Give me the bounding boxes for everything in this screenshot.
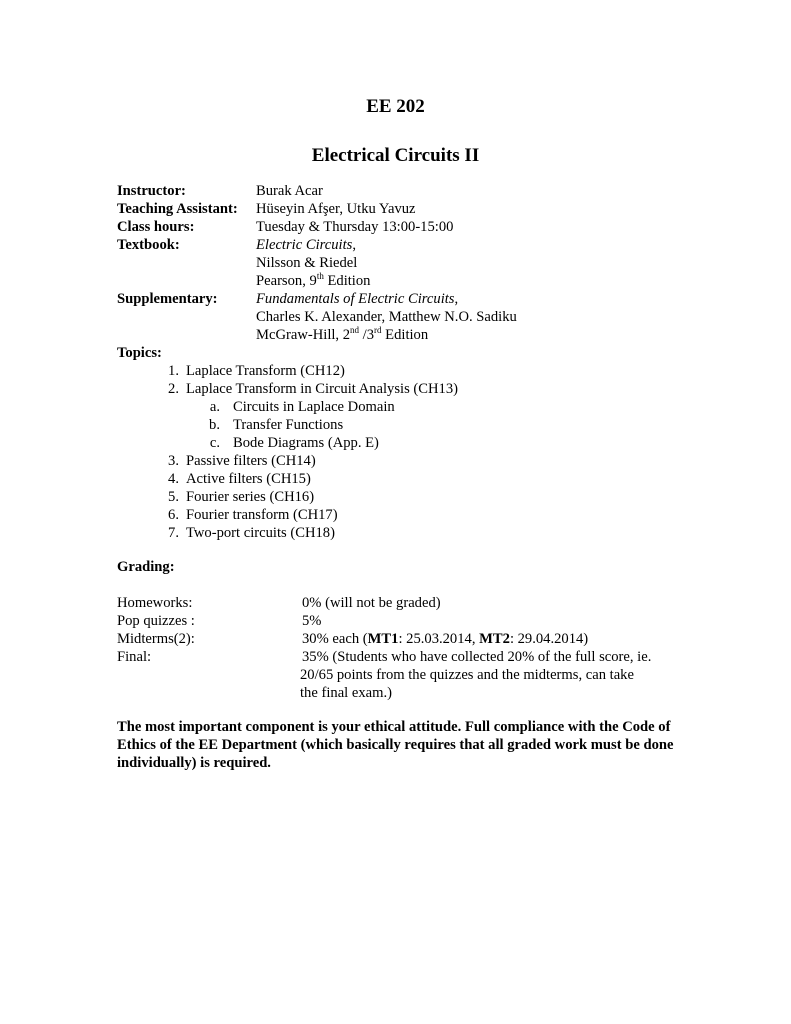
textbook-authors: Nilsson & Riedel (256, 255, 358, 271)
topic-number: 3. (168, 453, 179, 469)
final-label: Final: (117, 649, 152, 665)
supplementary-edition (256, 326, 428, 344)
midterms-pre: 30% each ( (302, 631, 368, 647)
topic-item: Fourier series (CH16) (186, 489, 315, 505)
topic-number: 2. (168, 381, 179, 397)
subtopic-item: Transfer Functions (233, 417, 344, 433)
textbook-edition (256, 272, 370, 290)
final-value-line3: the final exam.) (300, 685, 392, 701)
topic-item: Laplace Transform in Circuit Analysis (CH13) (186, 381, 458, 397)
mt2-label: MT2 (479, 631, 510, 647)
homeworks-label: Homeworks: (117, 595, 193, 611)
topic-number: 5. (168, 489, 179, 505)
supp-edition-mid: /3 (359, 327, 375, 343)
subtopic-letter: a. (209, 399, 220, 415)
supp-edition-sup2: rd (374, 325, 382, 336)
supplementary-label: Supplementary: (117, 291, 218, 307)
quizzes-value: 5% (302, 613, 322, 629)
mt1-date: : 25.03.2014, (398, 631, 480, 647)
instructor-label: Instructor: (117, 183, 186, 199)
topic-number: 7. (168, 525, 179, 541)
grading-heading: Grading: (117, 559, 175, 575)
course-code: EE 202 (366, 96, 425, 117)
topic-number: 6. (168, 507, 179, 523)
supplementary-title-line (256, 290, 458, 308)
topic-item: Fourier transform (CH17) (186, 507, 338, 523)
topic-number: 4. (168, 471, 179, 487)
textbook-edition-pre: Pearson, 9 (256, 273, 317, 289)
supp-edition-sup1: nd (350, 325, 360, 336)
midterms-value (302, 630, 588, 648)
topic-item: Active filters (CH15) (186, 471, 311, 487)
topics-heading: Topics: (117, 345, 162, 361)
supplementary-title: Fundamentals of Electric Circuits (256, 291, 455, 307)
textbook-title-line (256, 236, 356, 254)
textbook-title-suffix: , (352, 237, 356, 253)
textbook-title: Electric Circuits (256, 237, 353, 253)
subtopic-letter: c. (209, 435, 220, 451)
course-title: Electrical Circuits II (311, 145, 480, 166)
instructor-value: Burak Acar (256, 183, 323, 199)
final-value-line1: 35% (Students who have collected 20% of the full score, ie. (302, 649, 652, 665)
ta-label: Teaching Assistant: (117, 201, 238, 217)
midterms-label: Midterms(2): (117, 631, 195, 647)
subtopic-item: Bode Diagrams (App. E) (233, 435, 379, 451)
topic-item: Two-port circuits (CH18) (186, 525, 335, 541)
textbook-label: Textbook: (117, 237, 180, 253)
final-value-line2: 20/65 points from the quizzes and the midterms, can take (300, 667, 634, 683)
mt1-label: MT1 (367, 631, 399, 647)
subtopic-letter: b. (209, 417, 220, 433)
topic-item: Laplace Transform (CH12) (186, 363, 345, 379)
topic-item: Passive filters (CH14) (186, 453, 316, 469)
quizzes-label: Pop quizzes : (117, 613, 195, 629)
supplementary-title-suffix: , (454, 291, 459, 307)
topic-number: 1. (168, 363, 179, 379)
textbook-edition-post: Edition (323, 273, 371, 289)
ta-value: Hüseyin Afşer, Utku Yavuz (256, 201, 416, 217)
textbook-edition-sup: th (316, 271, 324, 282)
class-hours-value: Tuesday & Thursday 13:00-15:00 (256, 219, 454, 235)
supplementary-authors: Charles K. Alexander, Matthew N.O. Sadiku (256, 309, 517, 325)
supp-edition-pre: McGraw-Hill, 2 (256, 327, 351, 343)
class-hours-label: Class hours: (117, 219, 195, 235)
ethics-statement: The most important component is your ethical attitude. Full compliance with the Code of Ethics of the EE Department (which basically requires that all graded work must be done individually) is required. (117, 719, 674, 771)
mt2-date: : 29.04.2014) (509, 631, 589, 647)
supp-edition-post: Edition (381, 327, 429, 343)
subtopic-item: Circuits in Laplace Domain (233, 399, 395, 415)
homeworks-value: 0% (will not be graded) (302, 595, 441, 611)
